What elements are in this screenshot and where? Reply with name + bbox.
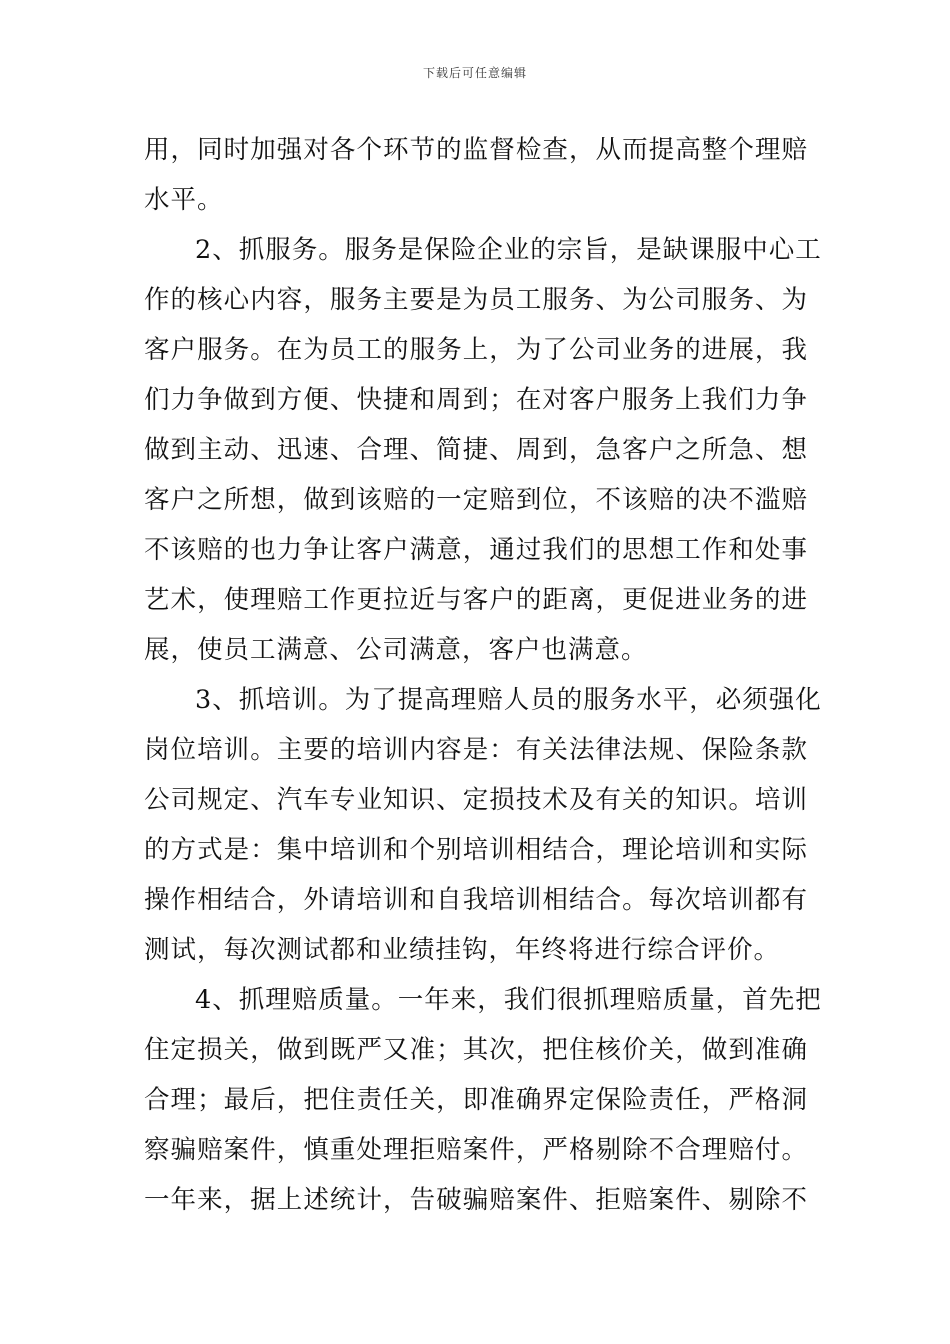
text-line: 合理；最后，把住责任关，即准确界定保险责任，严格洞 — [144, 1085, 808, 1115]
text-line: 用，同时加强对各个环节的监督检查，从而提高整个理赔 — [144, 135, 808, 165]
text-line: 们力争做到方便、快捷和周到；在对客户服务上我们力争 — [144, 385, 808, 415]
text-line: 客户服务。在为员工的服务上，为了公司业务的进展，我 — [144, 335, 808, 365]
text-line: 不该赔的也力争让客户满意，通过我们的思想工作和处事 — [144, 535, 808, 565]
text-line: 的方式是：集中培训和个别培训相结合，理论培训和实际 — [144, 835, 808, 865]
document-body — [144, 125, 822, 1225]
text-line: 做到主动、迅速、合理、简捷、周到，急客户之所急、想 — [144, 435, 808, 465]
text-line: 水平。 — [144, 185, 224, 215]
text-line: 作的核心内容，服务主要是为员工服务、为公司服务、为 — [144, 285, 808, 315]
page-header: 下载后可任意编辑 — [422, 66, 527, 80]
paragraph-first-line: 2、抓服务。服务是保险企业的宗旨，是缺课服中心工 — [195, 235, 822, 265]
paragraph-first-line: 3、抓培训。为了提高理赔人员的服务水平，必须强化 — [195, 685, 822, 715]
text-line: 客户之所想，做到该赔的一定赔到位，不该赔的决不滥赔 — [144, 485, 808, 515]
text-line: 住定损关，做到既严又准；其次，把住核价关，做到准确 — [144, 1035, 808, 1065]
text-line: 展，使员工满意、公司满意，客户也满意。 — [144, 635, 648, 665]
text-line: 公司规定、汽车专业知识、定损技术及有关的知识。培训 — [144, 785, 808, 815]
text-line: 测试，每次测试都和业绩挂钩，年终将进行综合评价。 — [144, 935, 781, 965]
text-line: 察骗赔案件，慎重处理拒赔案件，严格剔除不合理赔付。 — [144, 1135, 808, 1165]
text-line: 操作相结合，外请培训和自我培训相结合。每次培训都有 — [144, 885, 808, 915]
paragraph-first-line: 4、抓理赔质量。一年来，我们很抓理赔质量，首先把 — [195, 985, 822, 1015]
text-line: 岗位培训。主要的培训内容是：有关法律法规、保险条款 — [144, 735, 808, 765]
text-line: 一年来，据上述统计，告破骗赔案件、拒赔案件、剔除不 — [144, 1185, 808, 1215]
text-line: 艺术，使理赔工作更拉近与客户的距离，更促进业务的进 — [144, 585, 808, 615]
